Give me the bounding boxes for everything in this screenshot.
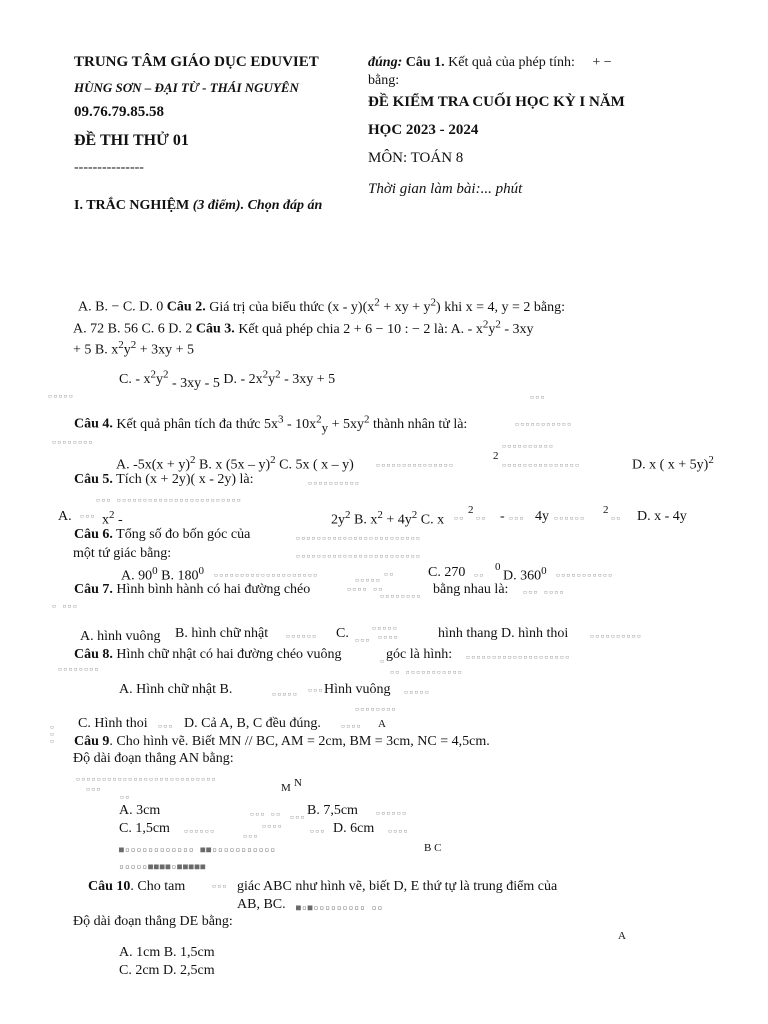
q3-label: Câu 3. bbox=[195, 321, 235, 337]
artifact-glyphs: ▫▫▫ bbox=[308, 686, 324, 694]
artifact-glyphs: ▫▫▫▫▫ bbox=[48, 392, 75, 400]
artifact-glyphs: ▫▫ bbox=[384, 570, 395, 578]
artifact-glyphs: ▫▫▫▫ bbox=[388, 827, 409, 835]
q9-option-c: C. 1,5cm bbox=[119, 821, 170, 836]
q8-option-a: A. Hình chữ nhật B. bbox=[119, 682, 233, 697]
artifact-glyphs: ▫▫▫▫▫▫ bbox=[184, 827, 216, 835]
artifact-glyphs: ▫▫ bbox=[611, 514, 622, 522]
q7-text: Hình bình hành có hai đường chéo bbox=[116, 582, 311, 597]
q4-option-c-sup: 2 bbox=[493, 450, 499, 462]
q3-text: Kết quả phép chia 2 + 6 − 10 : − 2 là: A. - $x^2y^2 - 3xy$ bbox=[238, 318, 534, 337]
question-10 bbox=[88, 879, 185, 895]
q5-option-d: D. x - 4y bbox=[637, 509, 687, 524]
q10-figure-label-a: A bbox=[618, 930, 626, 942]
q4-label: Câu 4. bbox=[74, 416, 113, 432]
artifact-glyphs: ▫▫▫▫▫▫▫▫▫▫▫▫▫▫▫ bbox=[502, 461, 581, 469]
artifact-glyphs: ▫▫▫▫▫▫▫▫▫▫ bbox=[590, 632, 643, 640]
q5-option-a-expr: $x^2$ - bbox=[102, 509, 123, 528]
artifact-glyphs: ▫▫▫ bbox=[310, 827, 326, 835]
artifact-glyphs: ▫▫▫▫▫ bbox=[272, 690, 299, 698]
q8-option-d: D. Cả A, B, C đều đúng. bbox=[184, 716, 321, 731]
section-points: (3 điểm). Chọn đáp án bbox=[192, 198, 323, 213]
school-name: TRUNG TÂM GIÁO DỤC EDUVIET bbox=[74, 54, 319, 70]
exam-title-line1: ĐỀ KIỂM TRA CUỐI HỌC KỲ I NĂM bbox=[368, 94, 625, 110]
q10-text-2: giác ABC như hình vẽ, biết D, E thứ tự là trung điểm của bbox=[237, 879, 558, 894]
artifact-glyphs: ▫▫▫▫▫▫ bbox=[554, 514, 586, 522]
artifact-glyphs: ▫▫▫ bbox=[290, 813, 306, 821]
q8-option-b: Hình vuông bbox=[324, 682, 391, 697]
q8-text: Hình chữ nhật có hai đường chéo vuông bbox=[116, 647, 342, 662]
q9-label: Câu 9 bbox=[74, 734, 110, 749]
artifact-glyphs: ▫▫▫▫▫▫▫▫▫▫▫ bbox=[515, 420, 573, 428]
artifact-glyphs: ▫▫▫▫▫▫▫▫▫▫▫▫▫▫▫▫▫▫▫▫ bbox=[214, 571, 319, 579]
q6-option-c: C. 270 bbox=[428, 565, 466, 580]
q6-text-2: một tứ giác bằng: bbox=[73, 546, 172, 561]
artifact-glyphs: ▫▫▫ bbox=[86, 785, 102, 793]
artifact-glyphs: ▫▫▫▫ bbox=[341, 722, 362, 730]
q8-figure-label-a: A bbox=[378, 718, 386, 730]
q6-option-c-sup: 0 bbox=[495, 561, 501, 573]
artifact-glyphs: ▫▫ bbox=[454, 514, 465, 522]
question-8 bbox=[74, 647, 342, 663]
section-title-text: I. TRẮC NGHIỆM bbox=[74, 198, 190, 213]
q5-text: Tích (x + 2y)( x - 2y) là: bbox=[116, 472, 254, 487]
artifact-glyphs: ▫▫▫▫▫▫ bbox=[286, 632, 318, 640]
q6-options-ab: A. $90^0$ B. $180^0$ bbox=[121, 565, 204, 584]
q7-option-a: A. hình vuông bbox=[80, 629, 161, 644]
question-6 bbox=[74, 527, 250, 543]
q9-text: . Cho hình vẽ. Biết MN // BC, AM = 2cm, BM = 3cm, NC = 4,5cm. bbox=[109, 734, 490, 749]
q5-options-bc: $2y^2$ B. $x^2 + 4y^2$ C. x bbox=[331, 509, 445, 528]
q2-label: Câu 2. bbox=[166, 299, 206, 315]
artifact-glyphs: ▫▫▫▫▫■■■■▫■■■■■ bbox=[119, 862, 207, 871]
artifact-glyphs: ▫▫▫▫ bbox=[262, 822, 283, 830]
exam-number: ĐỀ THI THỬ 01 bbox=[74, 132, 189, 149]
artifact-glyphs: ▫▫▫▫▫ bbox=[355, 576, 382, 584]
artifact-glyphs: ▫▫▫▫▫ bbox=[404, 688, 431, 696]
question-7 bbox=[74, 582, 310, 598]
artifact-glyphs: ▫▫ bbox=[474, 571, 485, 579]
artifact-glyphs: ▫▫▫▫▫▫▫▫▫▫ bbox=[502, 442, 555, 450]
artifact-glyphs: ▫▫▫▫ ▫▫ bbox=[347, 585, 384, 593]
intro-line bbox=[368, 55, 612, 71]
artifact-glyphs: ▫▫▫ bbox=[355, 636, 371, 644]
phone-number: 09.76.79.85.58 bbox=[74, 104, 164, 120]
artifact-glyphs: ▫▫▫▫▫▫ bbox=[376, 809, 408, 817]
q6-option-d: D. $360^0$ bbox=[503, 565, 547, 584]
intro-text: Kết quả của phép tính: bbox=[448, 55, 575, 70]
artifact-glyphs: ▫▫ bbox=[476, 514, 487, 522]
artifact-glyphs: ▫▫▫ ▫▫▫▫▫▫▫▫▫▫▫▫▫▫▫▫▫▫▫▫▫▫▫▫ bbox=[96, 496, 243, 504]
q4-option-d: D. x ( x + 5y)$^2$ bbox=[632, 454, 714, 473]
q10-text-3: AB, BC. bbox=[237, 897, 286, 912]
q5-option-a: A. bbox=[58, 509, 72, 524]
q9-text-2: Độ dài đoạn thẳng AN bằng: bbox=[73, 751, 234, 766]
artifact-glyphs: ▫ bbox=[380, 657, 386, 665]
artifact-glyphs: ▫▫▫ bbox=[158, 722, 174, 730]
q2-text: Giá trị của biểu thức $(x - y)(x^2$ + xy + $y^2$) khi x = 4, y = 2 bằng: bbox=[209, 296, 565, 315]
artifact-glyphs: ▫▫▫ bbox=[530, 393, 546, 401]
q2-options: A. 72 B. 56 C. 6 D. 2 bbox=[73, 321, 193, 337]
q3-option-c: C. - $x^2y^2 - 3xy - 5$ bbox=[119, 368, 220, 391]
q5-options-line bbox=[58, 509, 72, 525]
question-2-line bbox=[78, 296, 565, 316]
intro-label: đúng: bbox=[368, 55, 403, 70]
artifact-glyphs: ▫▫▫ bbox=[243, 832, 259, 840]
q4-text: Kết quả phân tích đa thức $5x^3 - 10x^2_y + 5xy^2$ thành nhân tử là: bbox=[116, 413, 468, 435]
artifact-glyphs: ▫ ▫▫▫ bbox=[52, 602, 79, 610]
q5-label: Câu 5. bbox=[74, 472, 113, 487]
q5-option-c-4y: 4y bbox=[535, 509, 549, 524]
artifact-glyphs: ▫▫▫▫▫▫▫▫▫▫▫▫▫▫▫▫▫▫▫▫▫▫▫▫ bbox=[296, 552, 422, 560]
exam-time: Thời gian làm bài:... phút bbox=[368, 181, 523, 197]
artifact-glyphs: ▫▫▫▫▫▫▫▫▫▫▫▫▫▫▫▫▫▫▫▫▫▫▫▫ bbox=[296, 534, 422, 542]
q5-option-c-dash: - bbox=[500, 509, 505, 524]
question-5 bbox=[74, 472, 254, 488]
artifact-glyphs: ▫▫ ▫▫▫▫▫▫▫▫▫▫▫ bbox=[390, 668, 464, 676]
artifact-glyphs: ▫▫▫ bbox=[509, 514, 525, 522]
q7-option-b: B. hình chữ nhật bbox=[175, 626, 269, 641]
intro-q1: Câu 1. bbox=[405, 55, 445, 70]
artifact-glyphs: ▫▫▫ ▫▫▫▫ bbox=[523, 588, 565, 596]
q10-options-ab: A. 1cm B. 1,5cm bbox=[119, 945, 215, 960]
q7-label: Câu 7. bbox=[74, 582, 113, 597]
q9-figure-label-n: N bbox=[294, 777, 302, 789]
artifact-glyphs: ▫▫▫▫▫▫▫▫ bbox=[52, 438, 94, 446]
q3-option-d: D. - $2x^2y^2 - 3xy + 5$ bbox=[223, 368, 336, 387]
question-4 bbox=[74, 413, 467, 435]
artifact-glyphs: ▫▫▫▫▫▫▫▫ bbox=[58, 665, 100, 673]
dash-separator: --------------- bbox=[74, 160, 144, 175]
q8-label: Câu 8. bbox=[74, 647, 113, 662]
q10-text-4: Độ dài đoạn thẳng DE bằng: bbox=[73, 914, 233, 929]
q6-text: Tổng số đo bốn góc của bbox=[116, 527, 251, 542]
q9-option-b: B. 7,5cm bbox=[307, 803, 358, 818]
artifact-glyphs: ▫▫▫▫▫▫▫▫▫▫▫▫▫▫▫▫▫▫▫▫▫▫▫▫▫▫▫ bbox=[76, 775, 217, 783]
section-title bbox=[74, 198, 322, 214]
q7-option-d: hình thang D. hình thoi bbox=[438, 626, 569, 641]
artifact-glyphs: ▫▫▫▫▫▫▫▫▫▫▫▫▫▫▫ bbox=[376, 461, 455, 469]
question-3-line bbox=[73, 318, 534, 338]
artifact-glyphs: ▫▫▫▫▫▫▫▫▫▫▫ bbox=[556, 571, 614, 579]
q8-text-2: góc là hình: bbox=[386, 647, 453, 662]
q7-option-c: C. bbox=[336, 626, 349, 641]
q10-label: Câu 10 bbox=[88, 879, 131, 894]
artifact-glyphs: ▫▫ bbox=[120, 793, 131, 801]
q5-option-c-sup: 2 bbox=[468, 504, 474, 516]
artifact-glyphs: ▫▫▫▫▫▫▫▫ bbox=[355, 705, 397, 713]
school-address: HÙNG SƠN – ĐẠI TỪ - THÁI NGUYÊN bbox=[74, 80, 299, 95]
q3-options-cd bbox=[119, 368, 336, 391]
q10-text: . Cho tam bbox=[130, 879, 186, 894]
artifact-glyphs: ▫▫▫ ▫▫ bbox=[250, 810, 282, 818]
artifact-glyphs: ■▫▫▫▫▫▫▫▫▫▫▫▫ ■■▫▫▫▫▫▫▫▫▫▫▫ bbox=[119, 845, 277, 854]
artifact-glyphs: ■▫■▫▫▫▫▫▫▫▫▫ ▫▫ bbox=[296, 903, 384, 912]
exam-title-line2: HỌC 2023 - 2024 bbox=[368, 122, 479, 138]
artifact-glyphs: ▫▫▫▫▫ bbox=[372, 624, 399, 632]
artifact-glyphs: ▫▫▫▫ bbox=[378, 633, 399, 641]
artifact-glyphs: ▫▫▫▫▫▫▫▫ bbox=[380, 592, 422, 600]
q4-options-abc: A. $-5x(x + y)^2$ B. x (5x – y)$^2$ C. 5x ( x – y) bbox=[116, 454, 354, 473]
intro-ops: + − bbox=[592, 55, 612, 70]
q9-option-d: D. 6cm bbox=[333, 821, 375, 836]
intro-text-2: bằng: bbox=[368, 73, 400, 88]
q9-option-a: A. 3cm bbox=[119, 803, 161, 818]
q9-figure-label-bc: B C bbox=[424, 842, 442, 854]
artifact-glyphs: ▫▫▫ bbox=[212, 882, 228, 890]
question-9 bbox=[74, 734, 490, 750]
q9-figure-label-m: M bbox=[281, 782, 291, 794]
q8-option-c: C. Hình thoi bbox=[78, 716, 148, 731]
artifact-glyphs: ▫▫▫▫▫▫▫▫▫▫ bbox=[308, 479, 361, 487]
artifact-glyphs: ▫▫▫▫▫▫▫▫▫▫▫▫▫▫▫▫▫▫▫▫ bbox=[466, 653, 571, 661]
exam-subject: MÔN: TOÁN 8 bbox=[368, 150, 464, 166]
artifact-glyphs: ▫▫▫ bbox=[80, 512, 96, 520]
artifact-glyphs: ▫ ▫ ▫ bbox=[50, 723, 56, 745]
q7-text-2: bằng nhau là: bbox=[433, 582, 509, 597]
q6-label: Câu 6. bbox=[74, 527, 113, 542]
q3-line-2: + 5 B. $x^2y^2 + 3xy + 5$ bbox=[73, 339, 195, 358]
q5-option-c-sup2: 2 bbox=[603, 504, 609, 516]
q1-options: A. B. − C. D. 0 bbox=[78, 299, 164, 315]
q10-options-cd: C. 2cm D. 2,5cm bbox=[119, 963, 215, 978]
